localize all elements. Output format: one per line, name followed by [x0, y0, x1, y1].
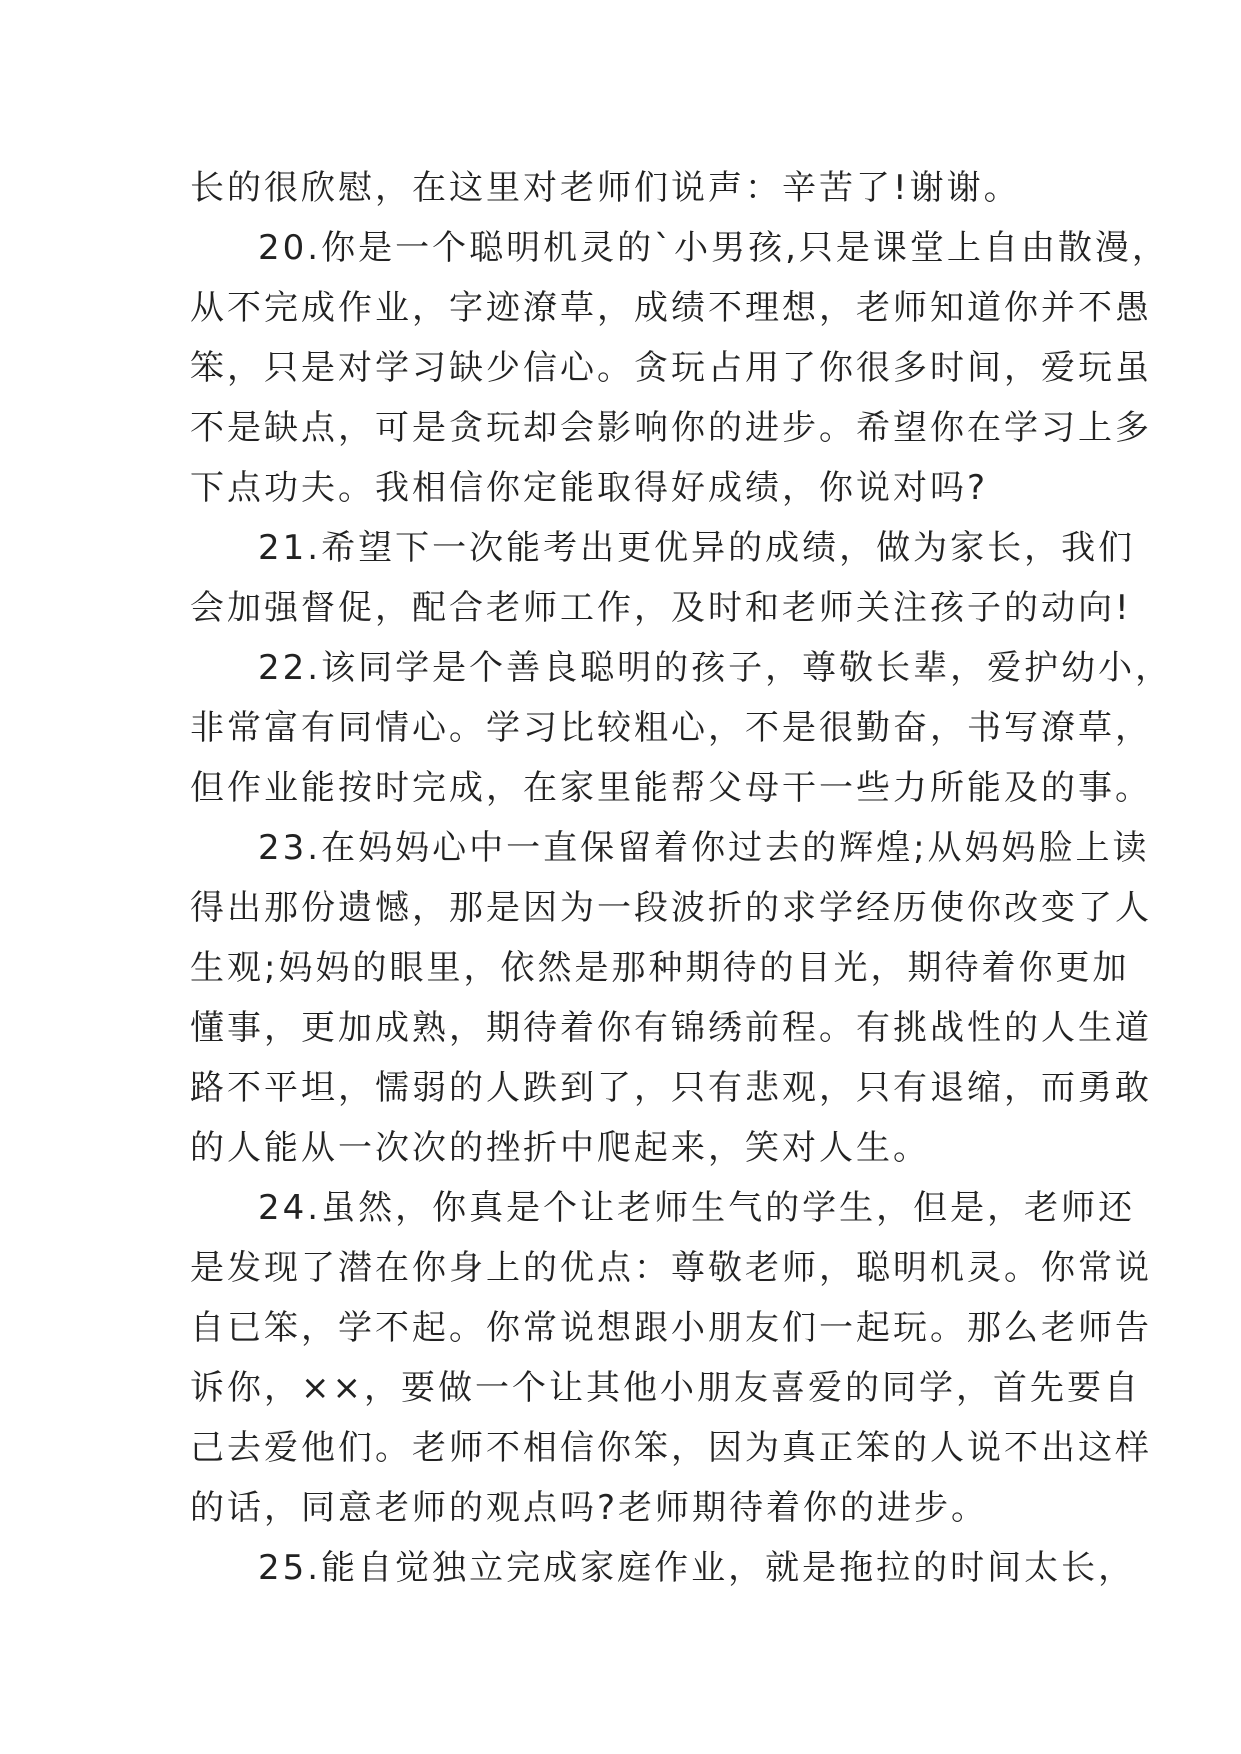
text-line: 23.在妈妈心中一直保留着你过去的辉煌;从妈妈脸上读 [258, 828, 1150, 868]
text-line: 的人能从一次次的挫折中爬起来，笑对人生。 [190, 1128, 930, 1168]
text-line: 诉你，××，要做一个让其他小朋友喜爱的同学，首先要自 [190, 1368, 1141, 1408]
document-body [190, 158, 1173, 1598]
text-line: 自已笨，学不起。你常说想跟小朋友们一起玩。那么老师告 [190, 1308, 1152, 1348]
text-line: 得出那份遗憾，那是因为一段波折的求学经历使你改变了人 [190, 888, 1152, 928]
text-line: 24.虽然，你真是个让老师生气的学生，但是，老师还 [258, 1188, 1136, 1228]
text-line: 25.能自觉独立完成家庭作业，就是拖拉的时间太长， [258, 1548, 1136, 1588]
text-line: 笨，只是对学习缺少信心。贪玩占用了你很多时间，爱玩虽 [190, 348, 1152, 388]
text-line: 22.该同学是个善良聪明的孩子，尊敬长辈，爱护幼小， [258, 648, 1173, 688]
text-line: 是发现了潜在你身上的优点：尊敬老师，聪明机灵。你常说 [190, 1248, 1152, 1288]
text-line: 会加强督促，配合老师工作，及时和老师关注孩子的动向! [190, 588, 1132, 628]
text-line: 懂事，更加成熟，期待着你有锦绣前程。有挑战性的人生道 [190, 1008, 1152, 1048]
text-line: 但作业能按时完成，在家里能帮父母干一些力所能及的事。 [190, 768, 1152, 808]
text-line: 非常富有同情心。学习比较粗心，不是很勤奋，书写潦草， [190, 708, 1152, 748]
text-line: 从不完成作业，字迹潦草，成绩不理想，老师知道你并不愚 [190, 288, 1152, 328]
text-line: 20.你是一个聪明机灵的`小男孩,只是课堂上自由散漫， [258, 228, 1169, 268]
text-line: 长的很欣慰，在这里对老师们说声：辛苦了!谢谢。 [190, 168, 1021, 208]
text-line: 己去爱他们。老师不相信你笨，因为真正笨的人说不出这样 [190, 1428, 1152, 1468]
text-line: 的话，同意老师的观点吗?老师期待着你的进步。 [190, 1488, 989, 1528]
text-line: 下点功夫。我相信你定能取得好成绩，你说对吗? [190, 468, 989, 508]
text-line: 生观;妈妈的眼里，依然是那种期待的目光，期待着你更加 [190, 948, 1130, 988]
text-line: 路不平坦，懦弱的人跌到了，只有悲观，只有退缩，而勇敢 [190, 1068, 1152, 1108]
text-line: 不是缺点，可是贪玩却会影响你的进步。希望你在学习上多 [190, 408, 1152, 448]
text-line: 21.希望下一次能考出更优异的成绩，做为家长，我们 [258, 528, 1136, 568]
